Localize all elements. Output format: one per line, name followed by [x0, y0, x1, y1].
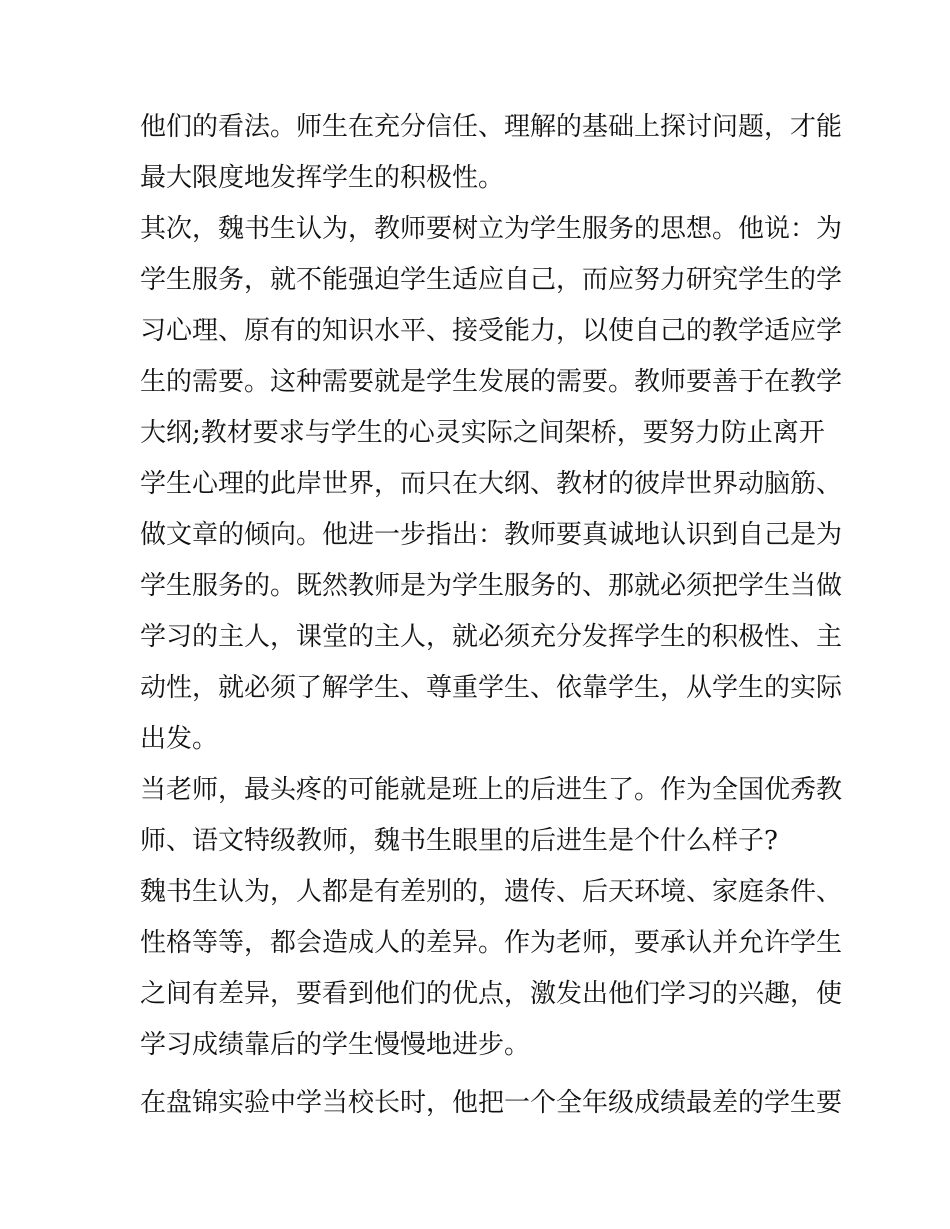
text-line: 性格等等，都会造成人的差异。作为老师，要承认并允许学生: [140, 928, 843, 958]
text-line: 魏书生认为，人都是有差别的，遗传、后天环境、家庭条件、: [140, 877, 843, 907]
text-line: 习心理、原有的知识水平、接受能力，以使自己的教学适应学: [140, 316, 843, 346]
text-line: 做文章的倾向。他进一步指出：教师要真诚地认识到自己是为: [140, 520, 843, 550]
text-line: 生的需要。这种需要就是学生发展的需要。教师要善于在教学: [140, 367, 843, 397]
text-line: 师、语文特级教师，魏书生眼里的后进生是个什么样子?: [140, 826, 778, 856]
text-line: 学习成绩靠后的学生慢慢地进步。: [140, 1030, 531, 1060]
text-line: 动性，就必须了解学生、尊重学生、依靠学生，从学生的实际: [140, 673, 843, 703]
text-line: 大纲;教材要求与学生的心灵实际之间架桥，要努力防止离开: [140, 418, 825, 448]
text-line: 学生服务，就不能强迫学生适应自己，而应努力研究学生的学: [140, 265, 843, 295]
text-line: 学生心理的此岸世界，而只在大纲、教材的彼岸世界动脑筋、: [140, 469, 843, 499]
body-text: [140, 102, 843, 1129]
text-line: 在盘锦实验中学当校长时，他把一个全年级成绩最差的学生要: [140, 1088, 843, 1118]
text-line: 最大限度地发挥学生的积极性。: [140, 163, 505, 193]
paragraph: [140, 102, 843, 204]
paragraph: [140, 204, 843, 765]
paragraph: [140, 1078, 843, 1129]
text-line: 学生服务的。既然教师是为学生服务的、那就必须把学生当做: [140, 571, 843, 601]
text-line: 当老师，最头疼的可能就是班上的后进生了。作为全国优秀教: [140, 775, 843, 805]
text-line: 之间有差异，要看到他们的优点，激发出他们学习的兴趣，使: [140, 979, 843, 1009]
paragraph: [140, 765, 843, 867]
paragraph: [140, 867, 843, 1071]
text-line: 出发。: [140, 724, 219, 754]
paragraph-spacer: [140, 1071, 815, 1078]
text-line: 学习的主人，课堂的主人，就必须充分发挥学生的积极性、主: [140, 622, 843, 652]
text-line: 他们的看法。师生在充分信任、理解的基础上探讨问题，才能: [140, 112, 843, 142]
text-line: 其次，魏书生认为，教师要树立为学生服务的思想。他说：为: [140, 214, 843, 244]
